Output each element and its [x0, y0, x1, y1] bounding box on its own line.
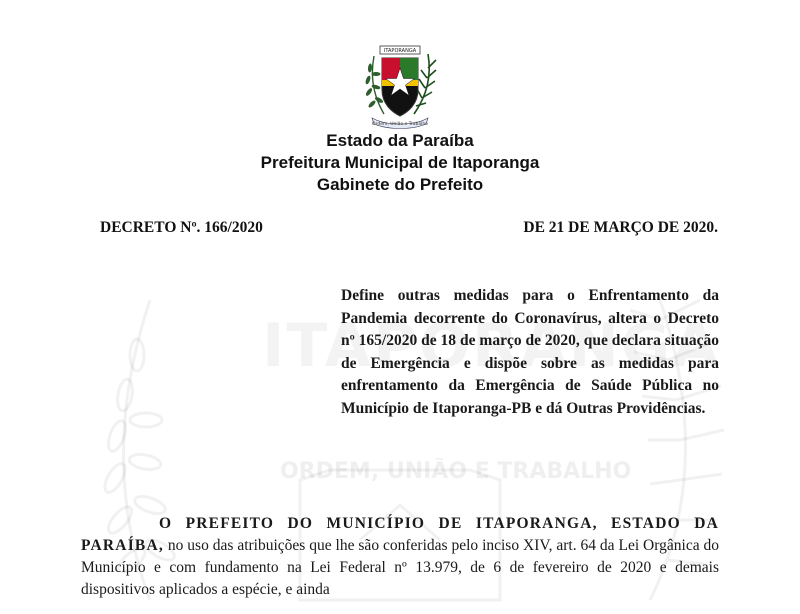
- decree-preamble: [81, 513, 719, 601]
- decree-number: DECRETO Nº. 166/2020: [100, 219, 263, 236]
- preamble-authority: O PREFEITO DO MUNICÍPIO DE ITAPORANGA, ESTADO DA PARAÍBA,: [81, 515, 719, 554]
- header-office: Gabinete do Prefeito: [316, 175, 484, 194]
- header-prefecture: Prefeitura Municipal de Itaporanga: [260, 153, 540, 172]
- decree-date: DE 21 DE MARÇO DE 2020.: [523, 219, 718, 236]
- decree-summary: Define outras medidas para o Enfrentamento da Pandemia decorrente do Coronavírus, altera o Decreto nº 165/2020 de 18 de março de 2020, que declara situação de Emergência e dispõe sobre as medidas para enfrentamento da Emergência de Saúde Pública no Município de Itaporanga-PB e dá Outras Providências.: [341, 287, 719, 417]
- preamble-text: no uso das atribuições que lhe são conferidas pelo inciso XIV, art. 64 da Lei Orgânica do Município e com fundamento na Lei Federal nº 13.979, de 6 de fevereiro de 2020 e demais dispositivos aplicados a espécie, e ainda: [81, 537, 719, 598]
- watermark-motto: ORDEM, UNIÃO E TRABALHO: [280, 459, 632, 484]
- crest-ribbon-text: Ordem, União e Trabalho: [372, 122, 428, 127]
- header-state: Estado da Paraíba: [326, 131, 474, 150]
- municipal-crest: [356, 42, 444, 132]
- crest-banner-text: ITAPORANGA: [383, 48, 417, 54]
